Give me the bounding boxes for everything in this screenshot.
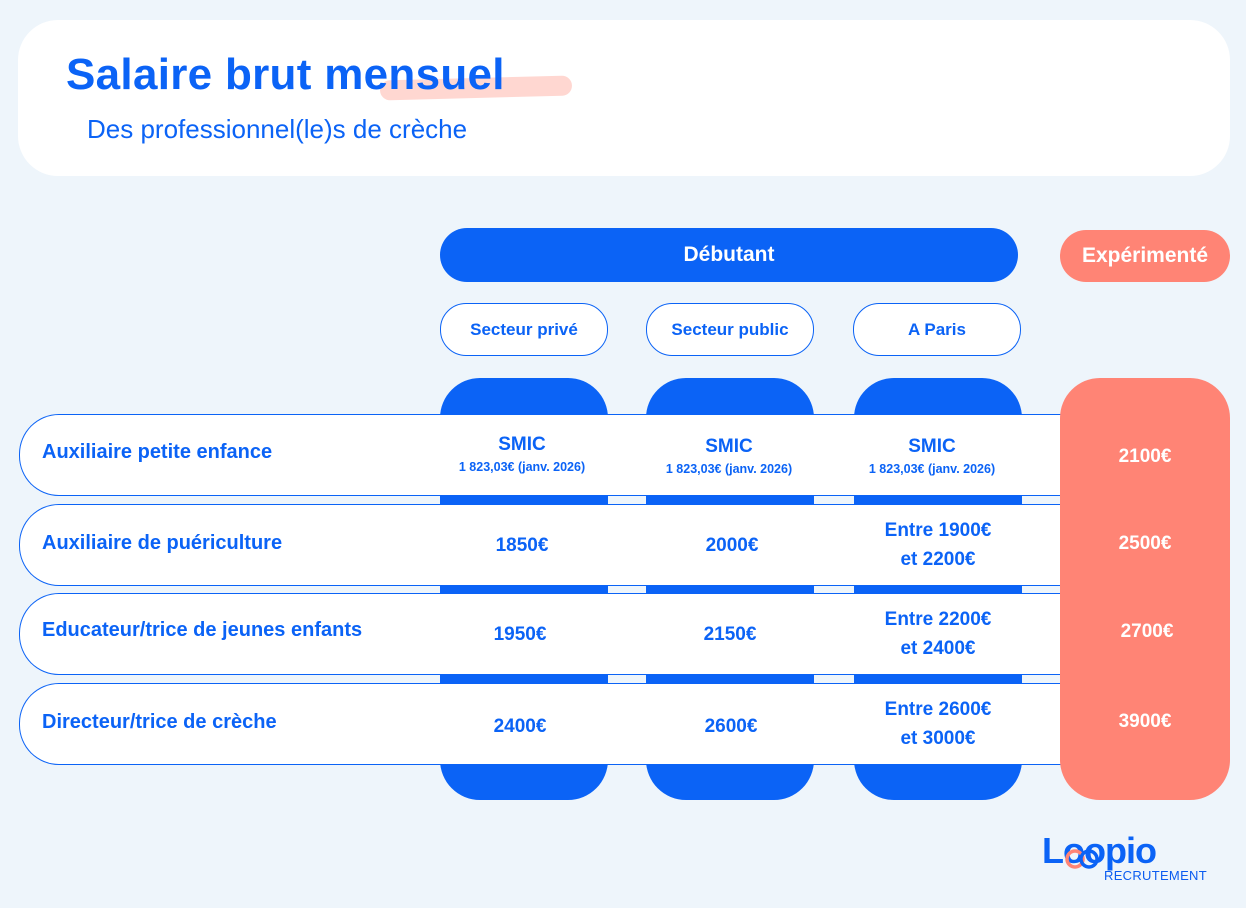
row-label-auxiliaire-petite-enfance: Auxiliaire petite enfance — [42, 441, 273, 463]
range-line: et 2200€ — [900, 549, 976, 570]
cell-smic — [848, 432, 1016, 477]
logo-rings-icon — [1062, 846, 1106, 872]
cell-value: 2600€ — [704, 716, 758, 737]
row-label-directeur: Directeur/trice de crèche — [42, 711, 277, 733]
cell-range — [854, 516, 1022, 574]
page-title: Salaire brut mensuel — [66, 50, 505, 99]
cell-sub-value: 1 823,03€ (janv. 2026) — [458, 460, 586, 474]
row-label-auxiliaire-puericulture: Auxiliaire de puériculture — [42, 532, 283, 554]
cell-main-value: SMIC — [908, 436, 956, 457]
level-debutant-pill: Débutant — [440, 228, 1018, 282]
experimente-value: 2700€ — [1120, 621, 1174, 642]
range-line: et 3000€ — [900, 728, 976, 749]
cell-main-value: SMIC — [498, 434, 546, 455]
cell-value: 2400€ — [493, 716, 547, 737]
page-subtitle: Des professionnel(le)s de crèche — [87, 114, 468, 144]
cell-sub-value: 1 823,03€ (janv. 2026) — [665, 462, 793, 476]
cell-sub-value: 1 823,03€ (janv. 2026) — [868, 462, 996, 476]
loopio-logo — [1042, 830, 1212, 886]
cell-range — [854, 695, 1022, 753]
range-line: Entre 2200€ — [884, 609, 992, 630]
sector-public-pill: Secteur public — [646, 303, 814, 356]
cell-value: 1850€ — [495, 535, 549, 556]
range-line: Entre 2600€ — [884, 699, 992, 720]
cell-smic — [438, 430, 606, 475]
cell-main-value: SMIC — [705, 436, 753, 457]
range-line: Entre 1900€ — [884, 520, 992, 541]
column-experimente-bg — [1060, 378, 1230, 800]
sector-prive-pill: Secteur privé — [440, 303, 608, 356]
logo-tagline: RECRUTEMENT — [1104, 868, 1207, 883]
cell-range — [854, 605, 1022, 663]
cell-value: 1950€ — [493, 624, 547, 645]
experimente-value: 2100€ — [1118, 446, 1172, 467]
range-line: et 2400€ — [900, 638, 976, 659]
experimente-value: 3900€ — [1118, 711, 1172, 732]
cell-smic — [645, 432, 813, 477]
row-label-educateur: Educateur/trice de jeunes enfants — [42, 619, 363, 641]
cell-value: 2000€ — [705, 535, 759, 556]
experimente-value: 2500€ — [1118, 533, 1172, 554]
sector-paris-pill: A Paris — [853, 303, 1021, 356]
logo-wordmark: Loopio — [1042, 830, 1156, 871]
level-experimente-pill: Expérimenté — [1060, 230, 1230, 282]
cell-value: 2150€ — [703, 624, 757, 645]
